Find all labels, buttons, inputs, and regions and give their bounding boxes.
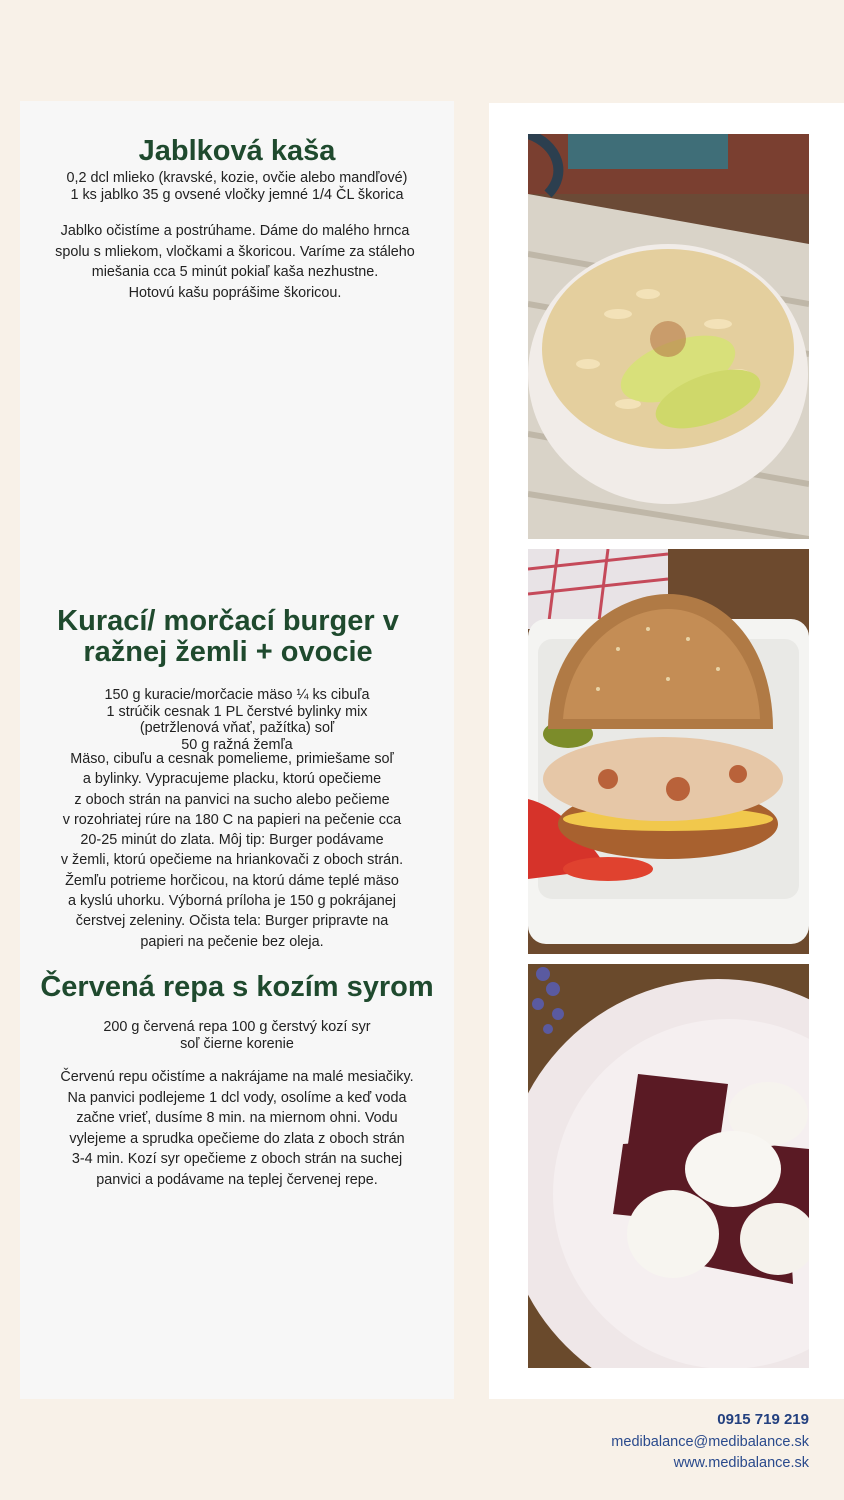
recipe-ingredients-burger: 150 g kuracie/morčacie mäso ¼ ks cibuľa 1 strúčik cesnak 1 PL čerstvé bylinky mix (petržlenová vňať, pažítka) soľ 50 g ražná žemľa xyxy=(104,687,370,753)
recipe-steps-burger: Mäso, cibuľu a cesnak pomelieme, primiešame soľ a bylinky. Vypracujeme placku, ktorú opečieme z oboch strán na panvici na sucho alebo pečieme v rozohriatej rúre na 180 C na papieri na pečenie cca 20-25 minút do zlata. Môj tip: Burger podávame v žemli, ktorú opečieme na hriankovači z oboch strán. Žemľu potrieme horčicou, na ktorú dáme teplé mäso a kyslú uhorku. Výborná príloha je 150 g pokrájanej čerstvej zeleniny. Očista tela: Burger pripravte na papieri na pečenie bez oleja. xyxy=(60,751,404,950)
contact-website[interactable]: www.medibalance.sk xyxy=(673,1455,809,1471)
contact-email[interactable]: medibalance@medibalance.sk xyxy=(611,1434,809,1450)
photo-burger xyxy=(528,549,809,954)
recipe-title-beetroot: Červená repa s kozím syrom xyxy=(40,971,434,1003)
recipe-steps-apple-porridge: Jablko očistíme a postrúhame. Dáme do malého hrnca spolu s mliekom, vločkami a škoricou. Varíme za stáleho miešania cca 5 minút pokiaľ kaša nezhustne. Hotovú kašu poprášime škoricou. xyxy=(55,223,415,301)
photo-beetroot-goat-cheese xyxy=(528,964,809,1368)
recipe-ingredients-beetroot: 200 g červená repa 100 g čerstvý kozí syr soľ čierne korenie xyxy=(103,1019,371,1052)
recipe-title-burger: Kurací/ morčací burger v ražnej žemli + ovocie xyxy=(57,605,399,668)
recipe-title-apple-porridge: Jablková kaša xyxy=(138,135,336,167)
contact-phone[interactable]: 0915 719 219 xyxy=(717,1411,809,1428)
recipe-ingredients-apple-porridge: 0,2 dcl mlieko (kravské, kozie, ovčie alebo mandľové) 1 ks jablko 35 g ovsené vločky jemné 1/4 ČL škorica xyxy=(66,170,408,203)
photo-apple-porridge xyxy=(528,134,809,539)
recipe-steps-beetroot: Červenú repu očistíme a nakrájame na malé mesiačiky. Na panvici podlejeme 1 dcl vody, osolíme a keď voda začne vrieť, dusíme 8 min. na miernom ohni. Vodu vylejeme a sprudka opečieme do zlata z oboch strán 3-4 min. Kozí syr opečieme z oboch strán na suchej panvici a podávame na teplej červenej repe. xyxy=(60,1069,414,1188)
